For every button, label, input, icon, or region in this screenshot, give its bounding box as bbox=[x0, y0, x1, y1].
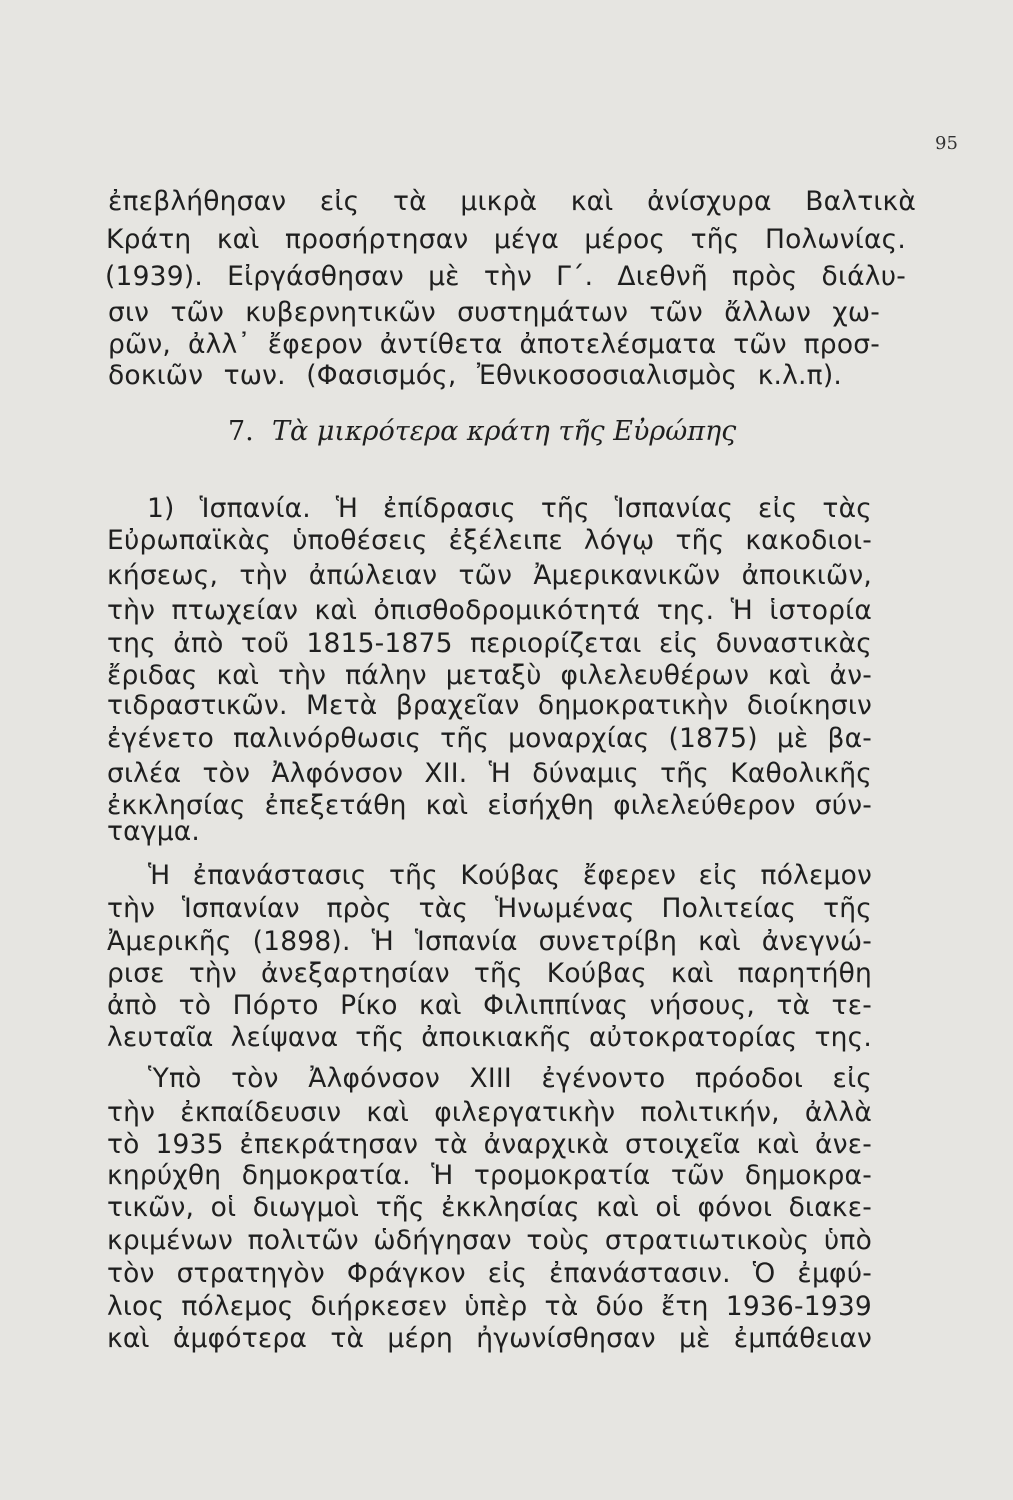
section-title: Τὰ μικρότερα κράτη τῆς Εὐρώπης bbox=[272, 416, 737, 447]
page-number: 95 bbox=[935, 133, 958, 154]
section-number: 7. bbox=[228, 416, 254, 447]
